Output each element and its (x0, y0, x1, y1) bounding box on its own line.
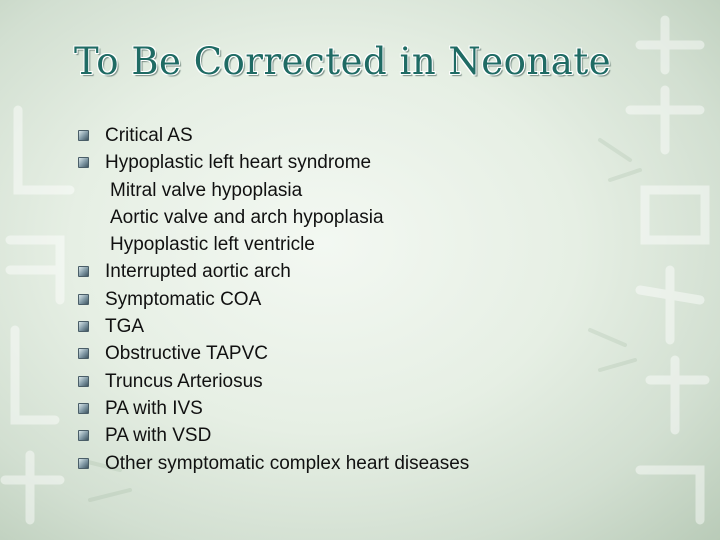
list-item-text: PA with VSD (105, 425, 212, 447)
list-item-text: Truncus Arteriosus (105, 370, 263, 392)
square-bullet-icon (78, 266, 89, 277)
list-item-text: TGA (105, 316, 145, 338)
square-bullet-icon (78, 376, 89, 387)
square-bullet-icon (78, 130, 89, 141)
sub-list-item-text: Mitral valve hypoplasia (110, 179, 303, 201)
list-item-text: Hypoplastic left heart syndrome (105, 152, 372, 174)
list-item-text: Obstructive TAPVC (105, 343, 268, 365)
square-bullet-icon (78, 458, 89, 469)
square-bullet-icon (78, 321, 89, 332)
list-item-text: Interrupted aortic arch (105, 261, 291, 283)
square-bullet-icon (78, 348, 89, 359)
list-item-text: Symptomatic COA (105, 288, 262, 310)
list-item-text: PA with IVS (105, 397, 203, 419)
square-bullet-icon (78, 294, 89, 305)
square-bullet-icon (78, 403, 89, 414)
square-bullet-icon (78, 157, 89, 168)
slide-title: To Be Corrected in Neonate (74, 40, 612, 83)
sub-list-item-text: Aortic valve and arch hypoplasia (110, 206, 384, 228)
list-item-text: Critical AS (105, 125, 193, 146)
list-item-text: Other symptomatic complex heart diseases (105, 452, 470, 474)
square-bullet-icon (78, 430, 89, 441)
sub-list-item-text: Hypoplastic left ventricle (110, 234, 315, 256)
